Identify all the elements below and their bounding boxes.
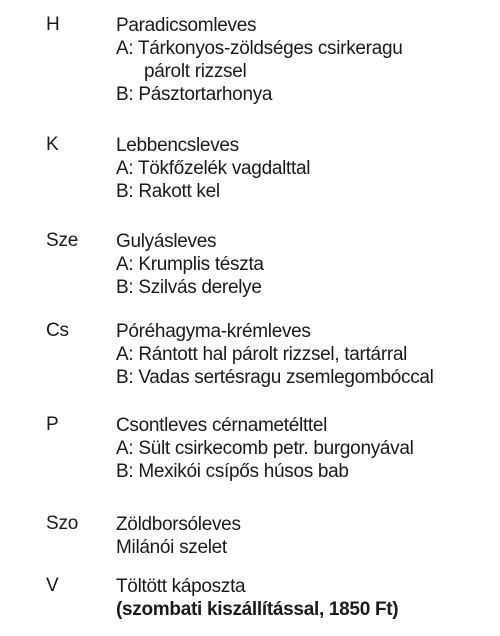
- day-label: Szo: [46, 513, 79, 534]
- day-items: [116, 230, 496, 299]
- day-items: [116, 14, 496, 106]
- day-label: P: [46, 414, 59, 435]
- day-items: [116, 320, 496, 389]
- option-a-continued: párolt rizzsel: [144, 61, 247, 82]
- option-b: B: Rakott kel: [116, 181, 220, 202]
- day-label: Sze: [46, 230, 79, 251]
- day-label: K: [46, 134, 59, 155]
- option-a: A: Sült csirkecomb petr. burgonyával: [116, 438, 414, 459]
- main-dish: Milánói szelet: [116, 537, 227, 558]
- day-items: [116, 134, 496, 203]
- main-dish: Töltött káposzta: [116, 576, 246, 597]
- day-items: [116, 414, 496, 483]
- day-items: [116, 575, 496, 621]
- option-a: A: Rántott hal párolt rizzsel, tartárral: [116, 344, 408, 365]
- option-a: A: Tárkonyos-zöldséges csirkeragu: [116, 38, 403, 59]
- soup: Lebbencsleves: [116, 135, 239, 156]
- option-a: A: Krumplis tészta: [116, 254, 264, 275]
- soup: Zöldborsóleves: [116, 514, 241, 535]
- option-b: B: Pásztortarhonya: [116, 84, 273, 105]
- option-b: B: Szilvás derelye: [116, 277, 262, 298]
- option-b: B: Vadas sertésragu zsemlegombóccal: [116, 367, 434, 388]
- day-items: [116, 513, 496, 559]
- day-label: H: [46, 14, 60, 35]
- soup: Póréhagyma-krémleves: [116, 321, 311, 342]
- day-label: V: [46, 575, 59, 596]
- soup: Paradicsomleves: [116, 15, 257, 36]
- delivery-note: (szombati kiszállítással, 1850 Ft): [116, 599, 399, 620]
- day-label: Cs: [46, 320, 69, 341]
- soup: Csontleves cérnametélttel: [116, 415, 328, 436]
- soup: Gulyásleves: [116, 231, 217, 252]
- option-b: B: Mexikói csípős húsos bab: [116, 461, 349, 482]
- option-a: A: Tökfőzelék vagdalttal: [116, 158, 311, 179]
